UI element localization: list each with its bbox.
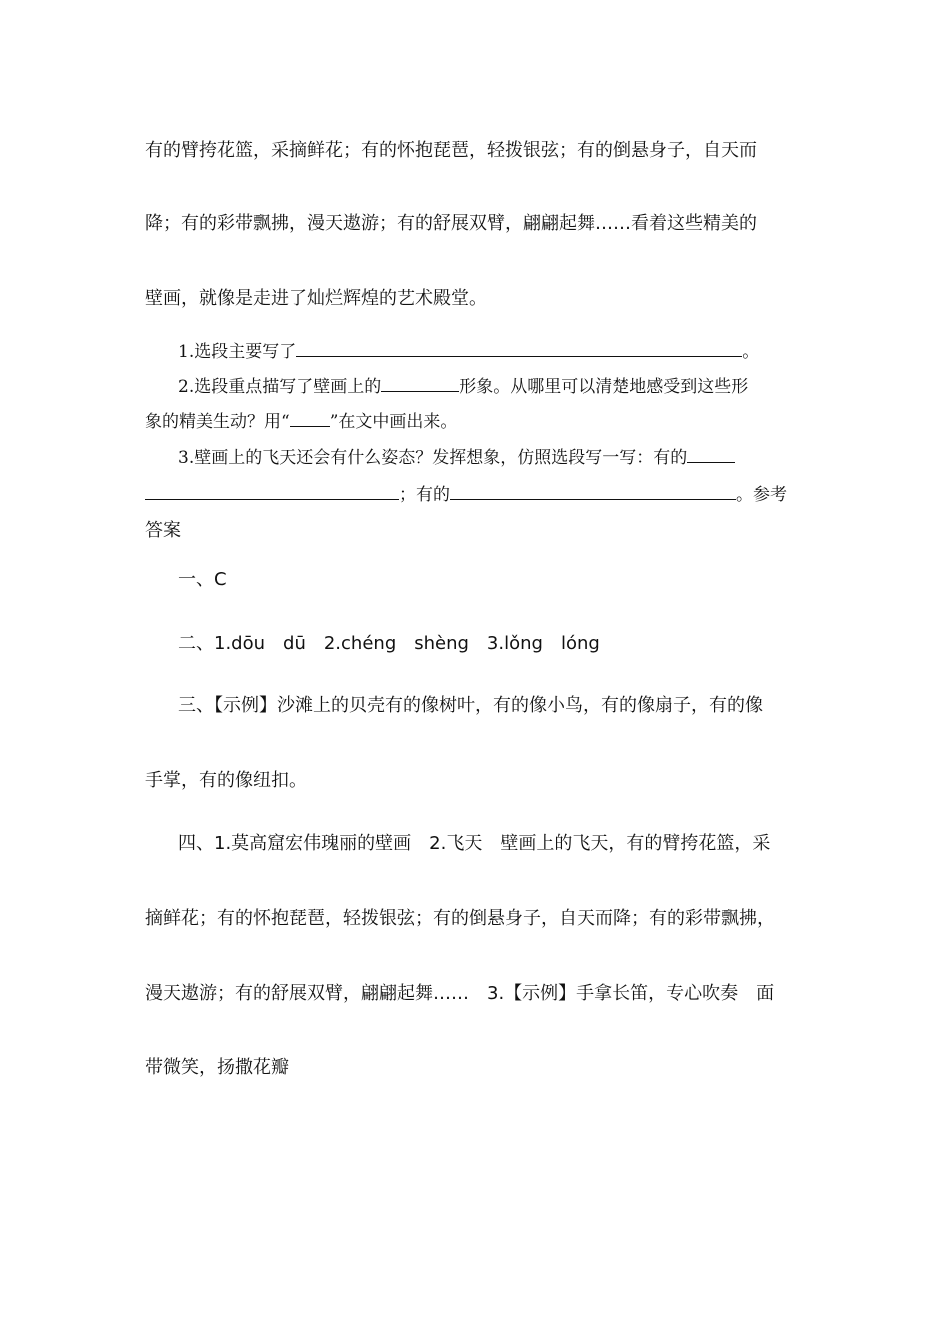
question-2-line-2 <box>145 409 457 434</box>
question-3-line-2-mid: ；有的 <box>399 485 450 505</box>
answer-4-line-3: 漫天遨游；有的舒展双臂，翩翩起舞…… 3.【示例】手拿长笛，专心吹奏 面 <box>145 983 775 1004</box>
question-1 <box>178 339 759 364</box>
answer-blank[interactable] <box>145 482 399 500</box>
answer-3-line-2: 手掌，有的像纽扣。 <box>145 770 307 791</box>
answer-4-line-4: 带微笑，扬撒花瓣 <box>145 1057 289 1078</box>
passage-line-2: 降；有的彩带飘拂，漫天遨游；有的舒展双臂，翩翩起舞……看着这些精美的 <box>145 213 757 234</box>
answer-2: 二、1.dōu dū 2.chéng shèng 3.lǒng lóng <box>178 633 600 654</box>
answer-4-line-2: 摘鲜花；有的怀抱琵琶，轻拨银弦；有的倒悬身子，自天而降；有的彩带飘拂， <box>145 908 775 929</box>
question-2-text-cont: 形象。从哪里可以清楚地感受到这些形 <box>459 377 749 397</box>
question-2-text: 2.选段重点描写了壁画上的 <box>178 377 382 397</box>
reference-answer-heading: 答案 <box>145 520 181 541</box>
answer-blank[interactable] <box>381 374 459 392</box>
question-1-end: 。 <box>742 342 760 362</box>
answer-blank[interactable] <box>450 482 736 500</box>
question-2-line-2-end: ”在文中画出来。 <box>329 412 458 432</box>
answer-1: 一、C <box>178 569 227 590</box>
question-2-line-2-text: 象的精美生动？用“ <box>145 412 290 432</box>
underline-mark <box>290 409 330 427</box>
question-3-line-2 <box>145 482 787 507</box>
question-2 <box>178 374 748 399</box>
answer-4-line-1: 四、1.莫高窟宏伟瑰丽的壁画 2.飞天 壁画上的飞天，有的臂挎花篮，采 <box>178 833 771 854</box>
question-3 <box>178 445 735 470</box>
question-3-text: 3.壁画上的飞天还会有什么姿态？发挥想象，仿照选段写一写：有的 <box>178 448 688 468</box>
passage-line-3: 壁画，就像是走进了灿烂辉煌的艺术殿堂。 <box>145 288 487 309</box>
answer-3-line-1: 三、【示例】沙滩上的贝壳有的像树叶，有的像小鸟，有的像扇子，有的像 <box>178 695 763 716</box>
question-1-text: 1.选段主要写了 <box>178 342 297 362</box>
question-3-line-2-end: 。参考 <box>736 485 787 505</box>
passage-line-1: 有的臂挎花篮，采摘鲜花；有的怀抱琵琶，轻拨银弦；有的倒悬身子，自天而 <box>145 140 757 161</box>
answer-blank[interactable] <box>296 339 742 357</box>
answer-blank[interactable] <box>687 445 735 463</box>
